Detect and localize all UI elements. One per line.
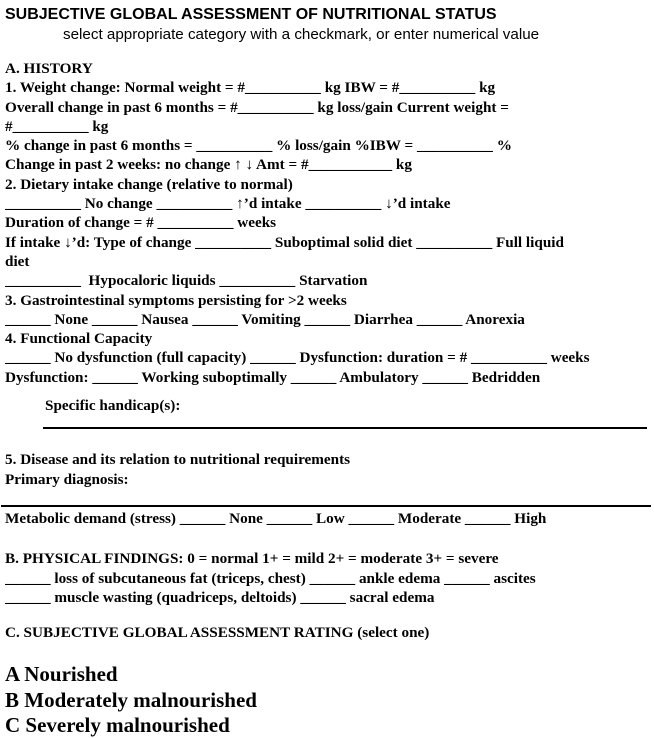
form-line: __________ Hypocaloric liquids __________ Starvation [5, 272, 368, 290]
form-line: A Nourished [5, 662, 118, 687]
form-body [5, 59, 651, 738]
form-subtitle: select appropriate category with a checkmark, or enter numerical value [63, 26, 540, 43]
form-line: C. SUBJECTIVE GLOBAL ASSESSMENT RATING (select one) [5, 624, 430, 642]
form-line: B. PHYSICAL FINDINGS: 0 = normal 1+ = mild 2+ = moderate 3+ = severe [5, 550, 499, 568]
form-title: SUBJECTIVE GLOBAL ASSESSMENT OF NUTRITIONAL STATUS [5, 6, 497, 23]
form-line: Overall change in past 6 months = #__________ kg loss/gain Current weight = [5, 98, 509, 116]
form-line: 4. Functional Capacity [5, 330, 153, 348]
form-line: #__________ kg [5, 117, 109, 135]
form-line: __________ No change __________ ↑’d intake __________ ↓’d intake [5, 195, 451, 213]
form-line: C Severely malnourished [5, 712, 230, 737]
form-line: ______ loss of subcutaneous fat (triceps, chest) ______ ankle edema ______ ascites [5, 569, 536, 587]
form-line: 2. Dietary intake change (relative to normal) [5, 175, 293, 193]
form-line: B Moderately malnourished [5, 687, 257, 712]
form-line: Change in past 2 weeks: no change ↑ ↓ Amt = #___________ kg [5, 156, 412, 174]
form-line: A. HISTORY [5, 60, 93, 77]
form-line: Duration of change = # __________ weeks [5, 214, 277, 232]
form-line: 5. Disease and its relation to nutritional requirements [5, 451, 351, 469]
form-line: Specific handicap(s): [45, 397, 181, 415]
horizontal-rule [43, 427, 647, 429]
form-line: ______ None ______ Nausea ______ Vomiting ______ Diarrhea ______ Anorexia [5, 310, 525, 328]
form-line: ______ muscle wasting (quadriceps, deltoids) ______ sacral edema [5, 588, 435, 606]
horizontal-rule [1, 505, 651, 507]
form-line: Metabolic demand (stress) ______ None ______ Low ______ Moderate ______ High [5, 509, 547, 527]
form-line: 1. Weight change: Normal weight = #__________ kg IBW = #__________ kg [5, 79, 496, 97]
form-line: 3. Gastrointestinal symptoms persisting for >2 weeks [5, 291, 347, 309]
form-line: Primary diagnosis: [5, 470, 129, 488]
form-line: ______ No dysfunction (full capacity) ______ Dysfunction: duration = # __________ weeks [5, 349, 590, 367]
form-line: If intake ↓’d: Type of change __________ Suboptimal solid diet __________ Full liquid [5, 233, 564, 251]
form-line: % change in past 6 months = __________ % loss/gain %IBW = __________ % [5, 137, 512, 155]
form-line: Dysfunction: ______ Working suboptimally ______ Ambulatory ______ Bedridden [5, 368, 541, 386]
form-line: diet [5, 252, 30, 270]
